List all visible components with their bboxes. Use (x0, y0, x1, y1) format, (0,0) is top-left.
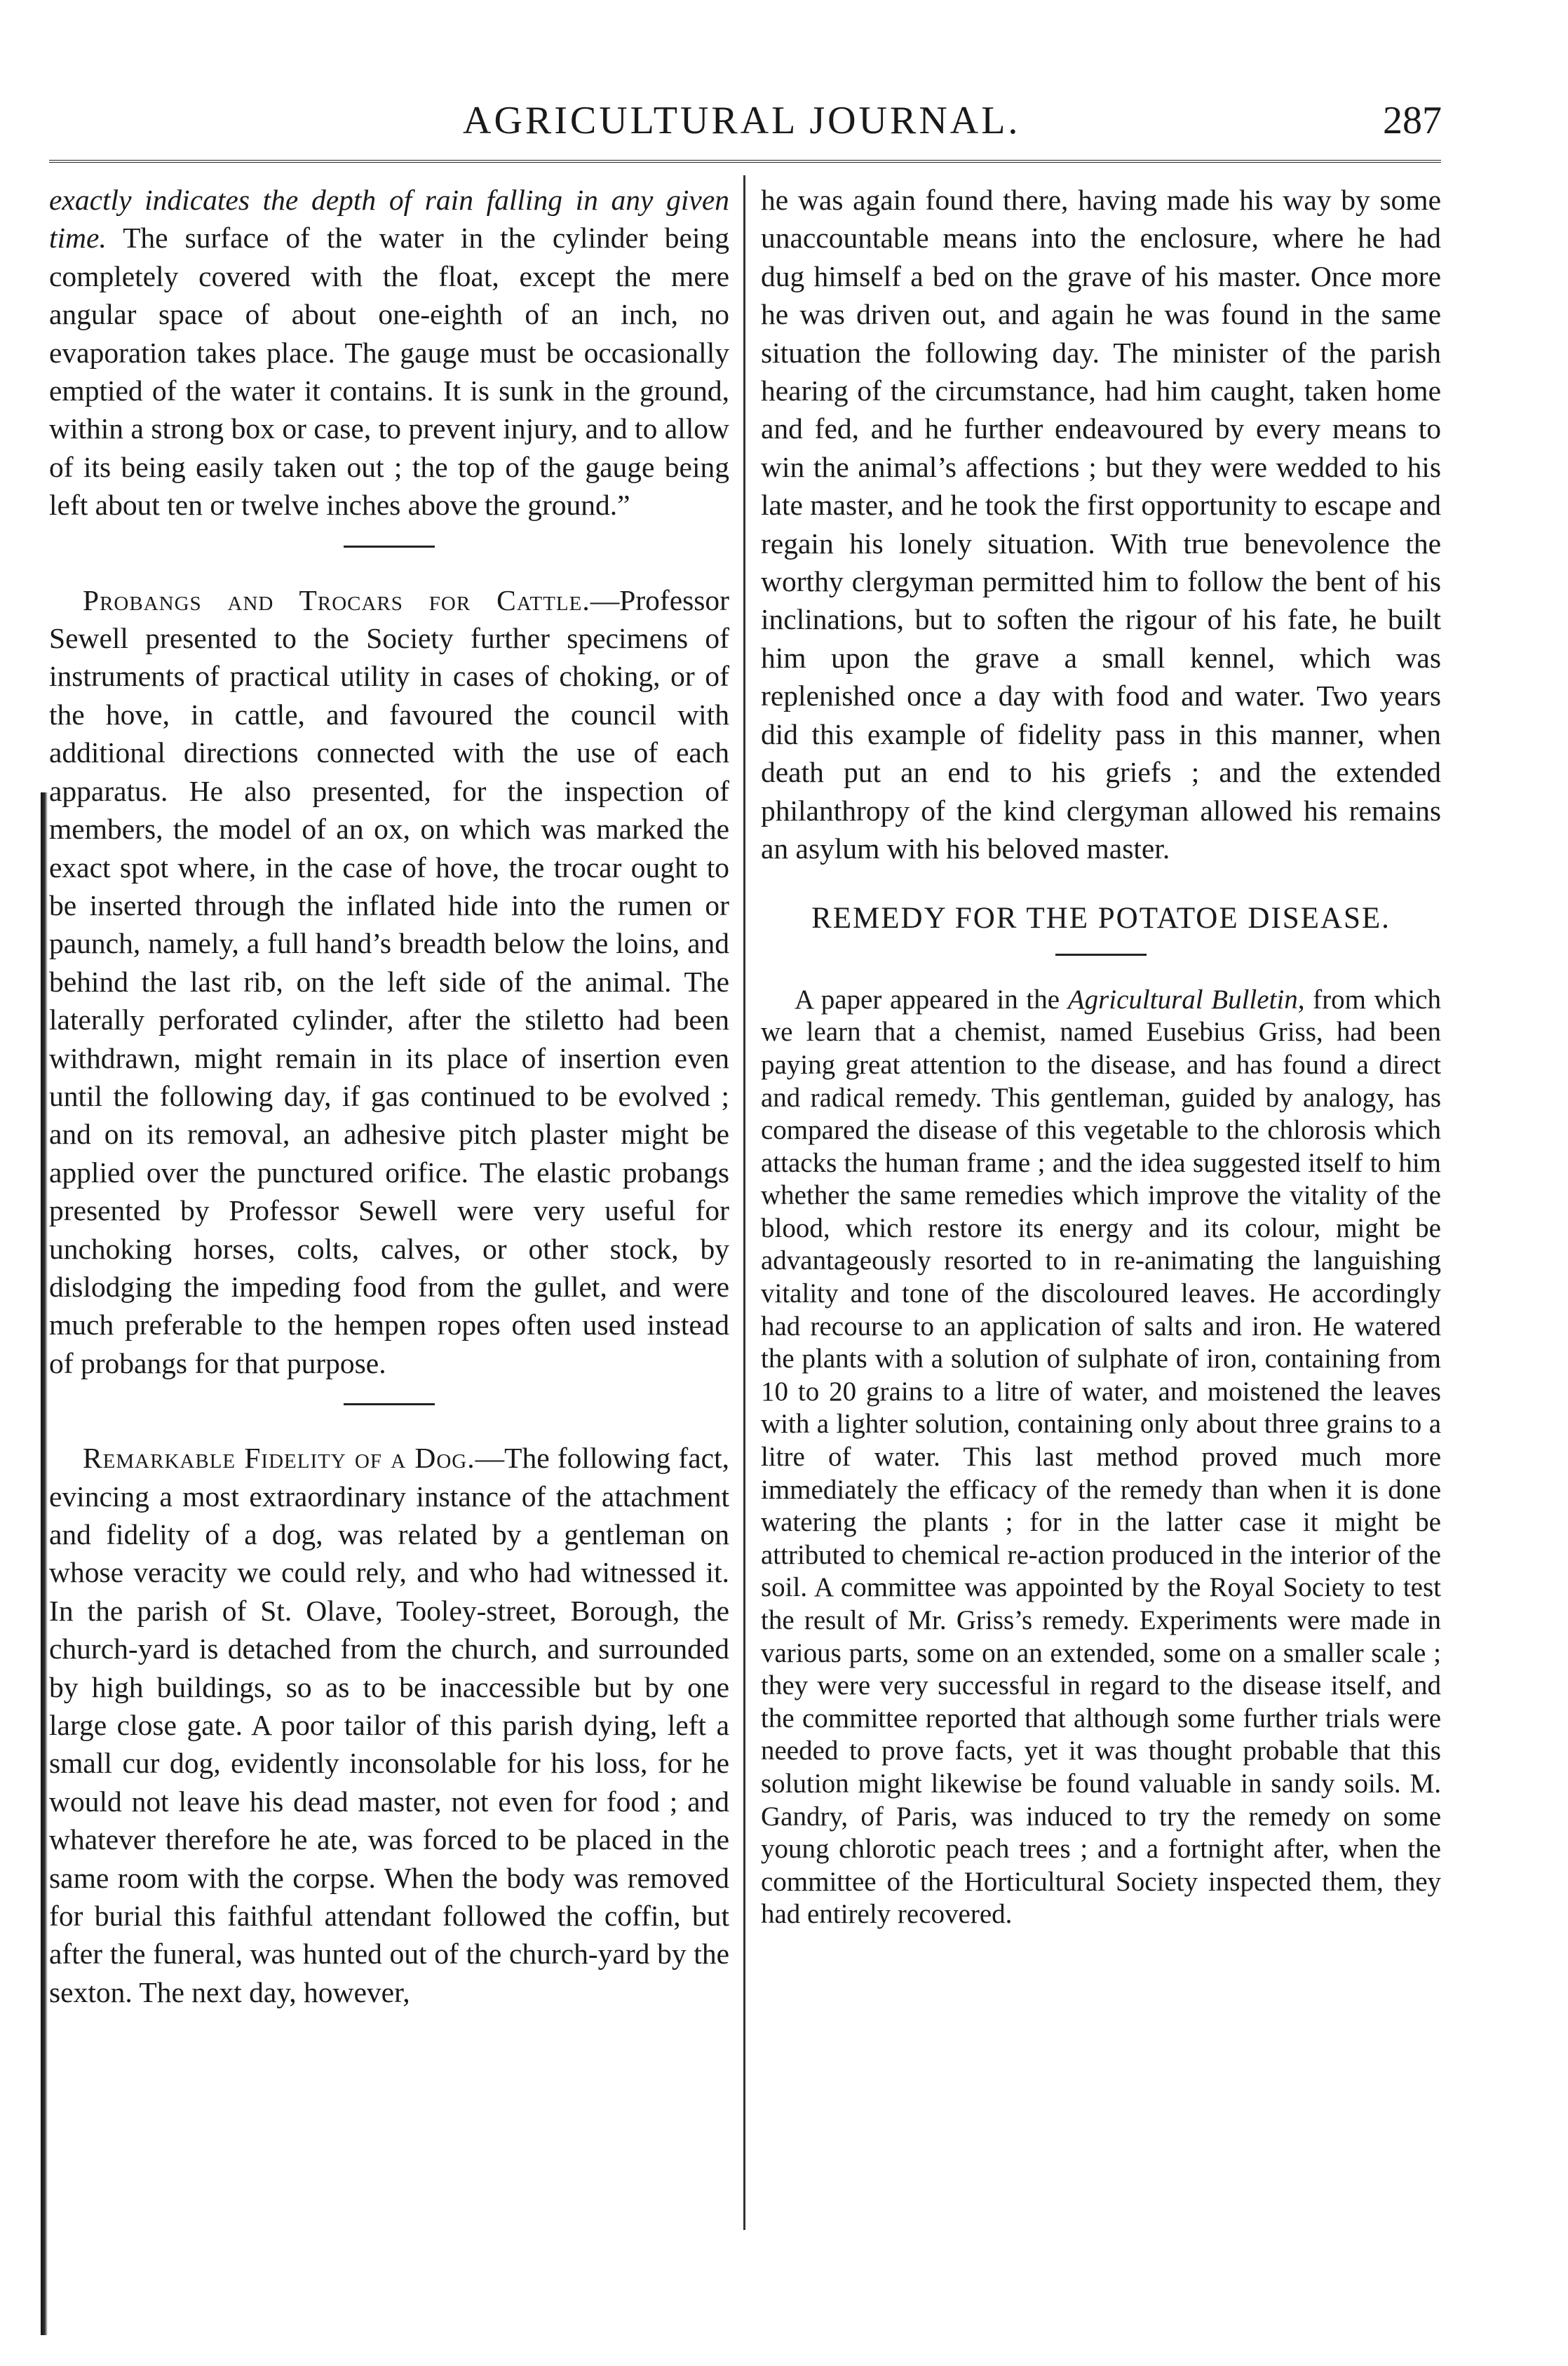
potatoe-intro: A paper appeared in the (795, 984, 1068, 1015)
column-divider (743, 175, 745, 2230)
right-column (761, 181, 1441, 1931)
left-column (49, 181, 729, 2011)
probangs-article (49, 581, 729, 1383)
rain-gauge-continuation (49, 181, 729, 525)
fidelity-article (49, 1439, 729, 2011)
potatoe-article (761, 984, 1441, 1931)
section-separator (344, 546, 435, 548)
continuation-italic: exactly indicates the depth of rain falling in any given time. (49, 184, 729, 255)
page-number: 287 (1383, 99, 1442, 142)
fidelity-continued: he was again found there, having made his way by some unaccountable means into the enclosure, where he had dug himself a bed on the grave of his master. Once more he was driven out, and again he was found in the same situation the following day. The minister of the parish hearing of the circumstance, had him caught, taken home and fed, and he further endeavoured by every means to win the animal’s affections ; but they were wedded to his late master, and he took the first opportunity to escape and regain his lonely situation. With true benevolence the worthy clergyman permitted him to follow the bent of his inclinations, but to soften the rigour of his fate, he built him upon the grave a small kennel, which was replenished once a day with food and water. Two years did this example of fidelity pass in this manner, when death put an end to his griefs ; and the extended philanthropy of the kind clergyman allowed his remains an asylum with his beloved master. (761, 184, 1441, 865)
section-separator (344, 1403, 435, 1405)
continuation-text: The surface of the water in the cylinder being completely covered with the float, except the mere angular space of about one-eighth of an inch, no evaporation takes place. The gauge must be occasionally emptied of the water it contains. It is sunk in the ground, within a strong box or case, to prevent injury, and to allow of its being easily taken out ; the top of the gauge being left about ten or twelve inches above the ground.” (49, 222, 729, 522)
binding-edge (41, 792, 48, 2335)
potatoe-disease-title: REMEDY FOR THE POTATOE DISEASE. (811, 902, 1391, 935)
fidelity-text: —The following fact, evincing a most extraordinary instance of the attachment and fidelity of a dog, was related by a gentleman on whose veracity we could rely, and who had witnessed it. In the parish of St. Olave, Tooley-street, Borough, the church-yard is detached from the church, and surrounded by high buildings, so as to be inaccessible but by one large close gate. A poor tailor of this parish dying, left a small cur dog, evidently inconsolable for his loss, for he would not leave his dead master, not even for food ; and whatever therefore he ate, was forced to be placed in the same room with the corpse. When the body was removed for burial this faithful attendant followed the coffin, but after the funeral, was hunted out of the church-yard by the sexton. The next day, however, (49, 1442, 730, 2008)
section-separator (1055, 954, 1147, 956)
potatoe-source: Agricultural Bulletin, (1067, 984, 1305, 1015)
running-title: AGRICULTURAL JOURNAL. (463, 99, 1021, 142)
header-rule (49, 160, 1441, 164)
probangs-heading: Probangs and Trocars for Cattle. (83, 583, 590, 616)
potatoe-text: from which we learn that a chemist, named Eusebius Griss, had been paying great attention to the disease, and has found a direct and radical remedy. This gentleman, guided by analogy, has compared the disease of this vegetable to the chlorosis which attacks the human frame ; and the idea suggested itself to him whether the same remedies which improve the vitality of the blood, which restore its energy and its colour, might be advantageously resorted to in re-animating the languishing vitality and tone of the discoloured leaves. He accordingly had recourse to an application of salts and iron. He watered the plants with a solution of sulphate of iron, containing from 10 to 20 grains to a litre of water, and moistened the leaves with a lighter solution, containing only about three grains to a litre of water. This last method proved much more immediately the efficacy of the remedy than when it is done watering the plants ; for in the latter case it might be attributed to chemical re-action produced in the interior of the soil. A committee was appointed by the Royal Society to test the result of Mr. Griss’s remedy. Experiments were made in various parts, some on an extended, some on a smaller scale ; they were very successful in regard to the disease itself, and the committee reported that although some further trials were needed to prove facts, yet it was thought probable that this solution might likewise be found valuable in sandy soils. M. Gandry, of Paris, was induced to try the remedy on some young chlorotic peach trees ; and a fortnight after, when the committee of the Horticultural Society inspected them, they had entirely recovered. (761, 984, 1441, 1930)
probangs-text: —Professor Sewell presented to the Society further specimens of instruments of practical utility in cases of choking, or of the hove, in cattle, and favoured the council with additional directions connected with the use of each apparatus. He also presented, for the inspection of members, the model of an ox, on which was marked the exact spot where, in the case of hove, the trocar ought to be inserted through the inflated hide into the rumen or paunch, namely, a full hand’s breadth below the loins, and behind the last rib, on the left side of the animal. The laterally perforated cylinder, after the stiletto had been withdrawn, might remain in its place of insertion even until the following day, if gas continued to be evolved ; and on its removal, an adhesive pitch plaster might be applied over the punctured orifice. The elastic probangs presented by Professor Sewell were very useful for unchoking horses, colts, calves, or other stock, by dislodging the impeding food from the gullet, and were much preferable to the hempen ropes often used instead of probangs for that purpose. (49, 583, 729, 1379)
fidelity-heading: Remarkable Fidelity of a Dog. (83, 1442, 475, 1475)
